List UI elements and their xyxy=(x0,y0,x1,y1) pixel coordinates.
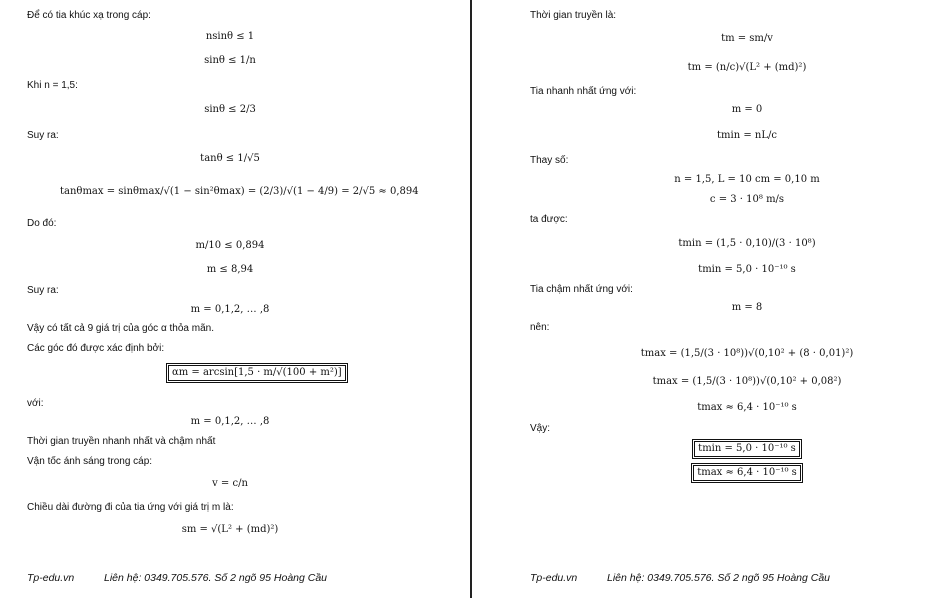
equation: m = 8 xyxy=(731,302,763,313)
text-line: Tia chậm nhất ứng với: xyxy=(530,284,633,295)
text-line: nên: xyxy=(530,322,550,333)
footer-contact: Liên hệ: 0349.705.576. Số 2 ngõ 95 Hoàng Cầu xyxy=(104,572,328,584)
left-page xyxy=(0,0,470,598)
footer-contact: Liên hệ: 0349.705.576. Số 2 ngõ 95 Hoàng Cầu xyxy=(607,572,831,584)
text-line: ta được: xyxy=(530,214,568,225)
text-line: Các góc đó được xác định bởi: xyxy=(27,343,165,354)
text-line: Thời gian truyền là: xyxy=(530,10,617,21)
equation: m ≤ 8,94 xyxy=(206,264,254,275)
text-line: Thay số: xyxy=(530,155,569,166)
text-line: với: xyxy=(27,398,44,409)
equation: n = 1,5, L = 10 cm = 0,10 m xyxy=(674,174,820,185)
text-line: Để có tia khúc xạ trong cáp: xyxy=(27,10,151,21)
text-line: Tia nhanh nhất ứng với: xyxy=(530,86,637,97)
equation: tmin = 5,0 · 10⁻¹⁰ s xyxy=(698,264,796,275)
text-line: Suy ra: xyxy=(27,285,59,296)
equation: m = 0 xyxy=(731,104,763,115)
text-line: Vậy có tất cả 9 giá trị của góc α thỏa mãn. xyxy=(27,323,214,334)
text-line: Thời gian truyền nhanh nhất và chậm nhất xyxy=(27,436,216,447)
text-line: Suy ra: xyxy=(27,130,59,141)
text-line: Chiều dài đường đi của tia ứng với giá trị m là: xyxy=(27,502,234,513)
boxed-result-tmin: tmin = 5,0 · 10⁻¹⁰ s xyxy=(694,441,800,457)
equation: m = 0,1,2, … ,8 xyxy=(190,304,270,315)
boxed-result-tmax: tmax ≈ 6,4 · 10⁻¹⁰ s xyxy=(693,465,801,481)
boxed-equation: αm = arcsin[1,5 · m/√(100 + m²)] xyxy=(168,365,346,381)
equation: tmax = (1,5/(3 · 10⁸))√(0,10² + 0,08²) xyxy=(652,376,842,387)
right-page xyxy=(472,0,950,598)
footer-site: Tp-edu.vn xyxy=(27,572,75,584)
equation: sinθ ≤ 2/3 xyxy=(204,104,256,115)
equation: tmin = nL/c xyxy=(717,130,777,141)
equation: tanθmax = sinθmax/√(1 − sin²θmax) = (2/3)/√(1 − 4/9) = 2/√5 ≈ 0,894 xyxy=(60,186,419,197)
equation: tm = sm/v xyxy=(721,33,773,44)
equation: m = 0,1,2, … ,8 xyxy=(190,416,270,427)
equation: tmax = (1,5/(3 · 10⁸))√(0,10² + (8 · 0,01)²) xyxy=(640,348,854,359)
text-line: Do đó: xyxy=(27,218,57,229)
equation: m/10 ≤ 0,894 xyxy=(195,240,265,251)
footer-site: Tp-edu.vn xyxy=(530,572,578,584)
equation: tanθ ≤ 1/√5 xyxy=(200,153,260,164)
equation: tm = (n/c)√(L² + (md)²) xyxy=(687,62,807,73)
equation: sm = √(L² + (md)²) xyxy=(181,524,279,535)
text-line: Khi n = 1,5: xyxy=(27,80,78,91)
text-line: Vận tốc ánh sáng trong cáp: xyxy=(27,456,153,467)
equation: tmax ≈ 6,4 · 10⁻¹⁰ s xyxy=(697,402,797,413)
equation: sinθ ≤ 1/n xyxy=(204,55,256,66)
equation: v = c/n xyxy=(212,478,248,489)
equation: c = 3 · 10⁸ m/s xyxy=(709,194,785,205)
equation: nsinθ ≤ 1 xyxy=(205,31,255,42)
text-line: Vậy: xyxy=(530,423,551,434)
equation: tmin = (1,5 · 0,10)/(3 · 10⁸) xyxy=(678,238,816,249)
